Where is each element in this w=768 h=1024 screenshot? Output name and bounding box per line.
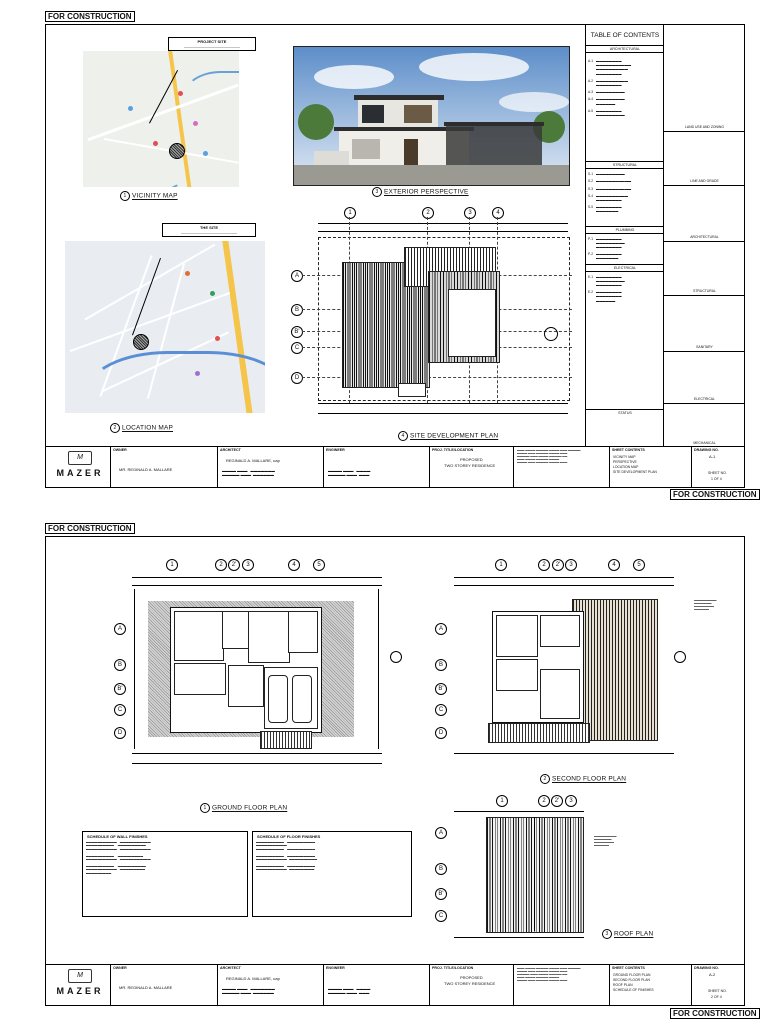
project-header: PROJ. TITLE/LOCATION: [432, 448, 474, 452]
schedule-title: SCHEDULE OF FLOOR FINISHES: [257, 834, 321, 839]
mazer-logo: [52, 969, 108, 1003]
toc-section-structural: STRUCTURAL: [586, 161, 664, 169]
logo-mark: M: [68, 969, 92, 983]
drawing-number: 1: [200, 803, 210, 813]
sheet-a1: [45, 24, 745, 488]
logo-mark: M: [68, 451, 92, 465]
grid-bubble: A: [435, 827, 447, 839]
grid-bubble: 4: [608, 559, 620, 571]
grid-bubble-b-prime: B': [291, 326, 303, 338]
second-floor-plan: 1 2 2' 3 4 5 A B B' C D ▬▬▬▬▬▬▬▬▬ ▬▬▬▬▬▬▬ ▬▬▬▬▬▬▬▬ ▬▬▬▬▬▬: [444, 559, 744, 789]
architect-header: ARCHITECT: [220, 448, 241, 452]
grid-bubble-c: C: [291, 342, 303, 354]
owner-name: MR. REGINALD A. MALLARE: [119, 467, 173, 472]
second-floor-caption: [540, 774, 626, 784]
roof-plan-caption: [602, 929, 653, 939]
exterior-perspective-render: [293, 46, 570, 186]
drawing-number: 3: [602, 929, 612, 939]
sheet-content-item: SCHEDULE OF FINISHES: [613, 988, 654, 992]
grid-bubble: A: [114, 623, 126, 635]
drawing-number-value: A-2: [709, 972, 716, 977]
grid-bubble: 4: [288, 559, 300, 571]
grid-bubble: 1: [166, 559, 178, 571]
architect-header: ARCHITECT: [220, 966, 241, 970]
label-architectural: ARCHITECTURAL: [690, 235, 719, 239]
grid-bubble: 1: [496, 795, 508, 807]
project-line-2: TWO STOREY RESIDENCE: [444, 463, 496, 468]
drawing-number: 2: [110, 423, 120, 433]
drawing-title: LOCATION MAP: [122, 424, 174, 432]
grid-bubble: 2: [215, 559, 227, 571]
project-line-1: PROPOSED: [460, 457, 483, 462]
vicinity-map-caption: [120, 191, 178, 201]
grid-bubble-b: B: [291, 304, 303, 316]
site-plan-caption: [398, 431, 498, 441]
grid-bubble: 2': [552, 559, 564, 571]
project-line-1: PROPOSED: [460, 975, 483, 980]
grid-bubble: B': [435, 888, 447, 900]
grid-bubble-3: 3: [464, 207, 476, 219]
grid-bubble: C: [435, 704, 447, 716]
callout-title: THE SITE: [199, 225, 218, 230]
sheet-no-header: SHEET NO.: [708, 989, 727, 993]
grid-bubble: 3: [242, 559, 254, 571]
grid-bubble: 2: [538, 795, 550, 807]
for-construction-stamp: FOR CONSTRUCTION: [45, 11, 135, 22]
label-land-use: LAND USE AND ZONING: [685, 125, 724, 129]
drawing-title: ROOF PLAN: [614, 930, 654, 938]
sheet-content-item: LOCATION MAP: [613, 465, 639, 469]
for-construction-stamp: FOR CONSTRUCTION: [670, 1008, 760, 1019]
project-header: PROJ. TITLE/LOCATION: [432, 966, 474, 970]
floor-finishes-schedule: SCHEDULE OF FLOOR FINISHES ▬▬▬▬▬▬▬▬▬▬ ▬▬▬▬▬▬▬▬▬▬ ▬▬▬▬▬▬▬▬▬▬▬ ▬▬▬▬▬▬▬▬▬▬ ▬▬▬▬▬▬▬▬▬▬ ▬▬▬▬▬▬▬▬▬▬ ▬▬▬▬▬▬▬▬▬▬ ▬▬▬▬▬▬▬▬▬▬▬ ▬▬▬▬▬▬▬▬▬▬ ▬▬▬▬▬▬▬▬▬▬ ▬▬▬▬▬▬▬▬▬▬ ▬▬▬▬▬▬▬▬▬▬▬ ▬▬▬▬▬▬▬▬▬: [252, 831, 412, 917]
toc-section-architectural: ARCHITECTURAL: [586, 45, 664, 53]
callout-title: PROJECT SITE: [197, 39, 227, 44]
grid-bubble-4: 4: [492, 207, 504, 219]
grid-bubble: 1: [495, 559, 507, 571]
toc-section-electrical: ELECTRICAL: [586, 264, 664, 272]
owner-name: MR. REGINALD A. MALLARE: [119, 985, 173, 990]
drawing-number: 4: [398, 431, 408, 441]
drawing-no-header: DRAWING NO.: [694, 966, 719, 970]
sheet-content-item: ROOF PLAN: [613, 983, 633, 987]
grid-bubble: B': [435, 683, 447, 695]
sheet-contents-header: SHEET CONTENTS: [612, 448, 645, 452]
label-structural: STRUCTURAL: [693, 289, 716, 293]
label-mechanical: MECHANICAL: [693, 441, 716, 445]
grid-bubble-2: 2: [422, 207, 434, 219]
owner-header: OWNER: [113, 966, 127, 970]
grid-bubble-1: 1: [344, 207, 356, 219]
sheet-content-item: SITE DEVELOPMENT PLAN: [613, 470, 657, 474]
location-map: [65, 241, 265, 413]
project-line-2: TWO STOREY RESIDENCE: [444, 981, 496, 986]
title-block: M MAZER OWNER MR. REGINALD A. MALLARE ARCHITECT REGINALD A. MALLARE, uap ▬▬▬▬ ▬▬▬ ▬▬▬▬▬▬▬ ▬▬▬▬▬ ▬▬▬ ▬▬▬▬▬▬ ENGINEER ▬▬▬▬ ▬▬▬ ▬▬▬▬ ▬▬▬▬▬ ▬▬▬ ▬▬▬ PROJ. TITLE/LOCATION PROPOSED TWO STOREY RESIDENCE ▬▬▬ ▬▬▬▬ ▬▬▬▬▬ ▬▬▬▬ ▬▬▬ ▬▬▬▬▬ ▬▬▬▬ ▬▬▬ ▬▬▬▬▬ ▬▬▬▬ ▬▬▬ ▬▬▬▬▬ ▬▬▬ ▬▬▬▬ ▬▬▬▬▬ ▬▬ ▬▬▬ ▬▬▬▬ ▬▬▬▬▬ ▬▬▬▬ ▬▬▬▬ ▬▬▬ ▬▬▬▬▬ ▬▬▬▬ ▬▬▬ SHEET CONTENTS GROUND FLOOR PLAN SECOND FLOOR PLAN ROOF PLAN SCHEDULE OF FINISHES DRAWING NO. A-2 SHEET NO. 2 OF 4: [46, 964, 744, 1005]
drawing-title: VICINITY MAP: [132, 192, 178, 200]
grid-bubble: B: [435, 863, 447, 875]
schedule-title: SCHEDULE OF WALL FINISHES: [87, 834, 148, 839]
title-block: M MAZER OWNER MR. REGINALD A. MALLARE ARCHITECT REGINALD A. MALLARE, uap ▬▬▬▬ ▬▬▬ ▬▬▬▬▬▬▬ ▬▬▬▬▬ ▬▬▬ ▬▬▬▬▬▬ ENGINEER ▬▬▬▬ ▬▬▬ ▬▬▬▬ ▬▬▬▬▬ ▬▬▬ ▬▬▬ PROJ. TITLE/LOCATION PROPOSED TWO STOREY RESIDENCE ▬▬▬ ▬▬▬▬ ▬▬▬▬▬ ▬▬▬▬ ▬▬▬ ▬▬▬▬▬ ▬▬▬▬ ▬▬▬ ▬▬▬▬▬ ▬▬▬▬ ▬▬▬ ▬▬▬▬▬ ▬▬▬ ▬▬▬▬ ▬▬▬▬▬ ▬▬ ▬▬▬ ▬▬▬▬ ▬▬▬▬▬ ▬▬▬▬ ▬▬▬▬ ▬▬▬ ▬▬▬▬▬ ▬▬▬▬ ▬▬▬ SHEET CONTENTS VICINITY MAP PERSPECTIVE LOCATION MAP SITE DEVELOPMENT PLAN DRAWING NO. A-1 SHEET NO. 1 OF 4: [46, 446, 744, 487]
sheet-content-item: PERSPECTIVE: [613, 460, 637, 464]
toc-heading: TABLE OF CONTENTS: [590, 32, 660, 39]
toc-section-plumbing: PLUMBING: [586, 226, 664, 234]
drawing-number: 1: [120, 191, 130, 201]
grid-bubble: B: [114, 659, 126, 671]
drawing-number: 2: [540, 774, 550, 784]
owner-header: OWNER: [113, 448, 127, 452]
grid-bubble: 3: [565, 559, 577, 571]
perspective-caption: [372, 187, 469, 197]
grid-bubble-a: A: [291, 270, 303, 282]
toc-status: STATUS: [586, 409, 664, 416]
grid-bubble: B: [435, 659, 447, 671]
the-site-callout: THE SITE ——————————————: [162, 223, 256, 237]
logo-name: MAZER: [56, 986, 104, 996]
grid-bubble: 5: [633, 559, 645, 571]
drawing-title: EXTERIOR PERSPECTIVE: [384, 188, 469, 196]
grid-bubble: A: [435, 623, 447, 635]
sheet-no-header: SHEET NO.: [708, 471, 727, 475]
grid-bubble: D: [435, 727, 447, 739]
grid-bubble: C: [114, 704, 126, 716]
project-site-callout: PROJECT SITE ——————————————: [168, 37, 256, 51]
table-of-contents: TABLE OF CONTENTS ARCHITECTURAL A-1 ▬▬▬▬▬▬▬▬ ▬▬▬▬▬▬▬▬▬▬▬ ▬▬▬▬▬▬▬▬▬▬ ▬▬▬▬▬▬▬▬ A-2 ▬▬▬▬▬▬▬▬▬▬ ▬▬▬▬▬▬▬▬ A-3 ▬▬▬▬▬▬▬▬▬ A-4 ▬▬▬▬▬▬▬▬▬ ▬▬▬▬▬▬ A-5 ▬▬▬▬▬▬▬▬ ▬▬▬▬▬▬▬▬▬ STRUCTURAL S-1 ▬▬▬▬▬▬▬▬▬ S-2 ▬▬▬▬▬▬▬▬▬▬▬ S-3 ▬▬▬▬▬▬▬▬▬▬▬ S-4 ▬▬▬▬▬▬▬▬▬▬ ▬▬▬▬▬▬▬▬ S-5 ▬▬▬▬▬▬▬▬ ▬▬▬▬▬▬▬ PLUMBING P-1 ▬▬▬▬▬▬▬▬ ▬▬▬▬▬▬▬▬▬ ▬▬▬▬▬▬▬▬ P-2 ▬▬▬▬▬▬▬▬ ▬▬▬▬▬▬▬ ELECTRICAL E-1 ▬▬▬▬▬▬▬▬ ▬▬▬▬▬▬▬▬▬ ▬▬▬▬▬▬▬▬ E-2 ▬▬▬▬▬▬▬▬ ▬▬▬▬▬▬▬▬ ▬▬▬▬▬▬ STATUS: [585, 25, 664, 447]
grid-bubble: D: [114, 727, 126, 739]
drawing-title: SITE DEVELOPMENT PLAN: [410, 432, 499, 440]
grid-bubble: 5: [313, 559, 325, 571]
vicinity-map: [83, 51, 239, 187]
ground-floor-plan: [102, 559, 402, 809]
location-map-caption: [110, 423, 173, 433]
grid-bubble: 3: [565, 795, 577, 807]
drawing-title: GROUND FLOOR PLAN: [212, 804, 288, 812]
grid-bubble: 2': [551, 795, 563, 807]
label-sanitary: SANITARY: [696, 345, 713, 349]
sheet-content-item: SECOND FLOOR PLAN: [613, 978, 650, 982]
engineer-header: ENGINEER: [326, 448, 345, 452]
project-site-marker: [169, 143, 185, 159]
approval-column: [663, 25, 745, 447]
engineer-header: ENGINEER: [326, 966, 345, 970]
sheet-content-item: GROUND FLOOR PLAN: [613, 973, 651, 977]
architect-name: REGINALD A. MALLARE, uap: [226, 458, 280, 463]
sheet-contents-header: SHEET CONTENTS: [612, 966, 645, 970]
grid-bubble-d: D: [291, 372, 303, 384]
label-electrical: ELECTRICAL: [694, 397, 715, 401]
site-marker: [133, 334, 149, 350]
site-development-plan: [294, 207, 582, 437]
roof-plan: 1 2 2' 3 A B B' C ▬▬▬▬▬▬▬▬▬ ▬▬▬▬▬▬▬ ▬▬▬▬▬▬▬▬ ▬▬▬▬▬▬: [444, 795, 744, 955]
drawing-number-value: A-1: [709, 454, 716, 459]
grid-bubble: 2': [228, 559, 240, 571]
sheet-no-value: 1 OF 4: [711, 477, 722, 481]
logo-name: MAZER: [56, 468, 104, 478]
architect-name: REGINALD A. MALLARE, uap: [226, 976, 280, 981]
grid-bubble: 2: [538, 559, 550, 571]
wall-finishes-schedule: SCHEDULE OF WALL FINISHES ▬▬▬▬▬▬▬▬▬▬▬ ▬▬▬▬▬▬▬▬▬▬▬ ▬▬▬▬▬▬▬▬▬▬ ▬▬▬▬▬▬▬▬▬▬ ▬▬▬▬▬▬▬▬▬▬▬ ▬▬▬▬▬▬▬▬▬▬▬ ▬▬▬▬▬▬▬▬▬▬ ▬▬▬▬▬▬▬▬▬ ▬▬▬▬▬▬▬▬▬▬▬ ▬▬▬▬▬▬▬▬▬▬▬ ▬▬▬▬▬▬▬▬▬▬ ▬▬▬▬▬▬▬▬▬▬ ▬▬▬▬▬▬▬▬▬▬▬ ▬▬▬▬▬▬▬▬▬ ▬▬▬▬▬▬▬▬▬: [82, 831, 248, 917]
label-line-grade: LINE AND GRADE: [690, 179, 719, 183]
grid-bubble: C: [435, 910, 447, 922]
drawing-number: 3: [372, 187, 382, 197]
for-construction-stamp: FOR CONSTRUCTION: [45, 523, 135, 534]
grid-bubble: B': [114, 683, 126, 695]
drawing-no-header: DRAWING NO.: [694, 448, 719, 452]
sheet-content-item: VICINITY MAP: [613, 455, 636, 459]
sheet-no-value: 2 OF 4: [711, 995, 722, 999]
sheet-a2: [45, 536, 745, 1006]
mazer-logo: [52, 451, 108, 485]
ground-floor-caption: [200, 803, 287, 813]
drawing-title: SECOND FLOOR PLAN: [552, 775, 627, 783]
for-construction-stamp: FOR CONSTRUCTION: [670, 489, 760, 500]
